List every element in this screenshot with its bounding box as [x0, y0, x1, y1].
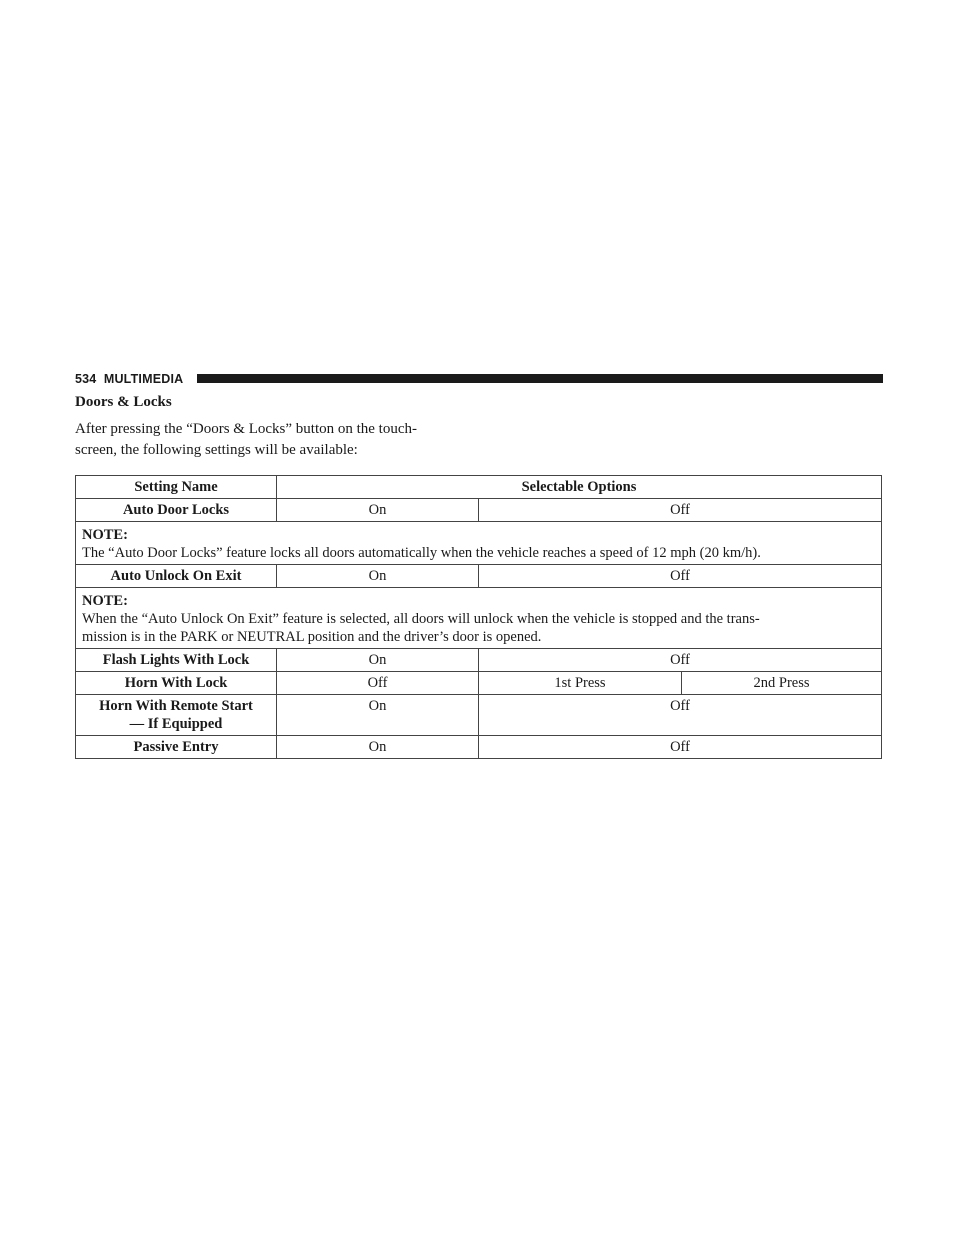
option-off: Off — [479, 736, 882, 759]
option-off: Off — [479, 695, 882, 736]
option-on: On — [277, 695, 479, 736]
table-row — [76, 672, 882, 695]
setting-name: Flash Lights With Lock — [76, 649, 277, 672]
section-title: Doors & Locks — [75, 394, 172, 410]
option-on: On — [277, 499, 479, 522]
note-row — [76, 588, 882, 649]
table-row — [76, 736, 882, 759]
table-row — [76, 649, 882, 672]
table-row — [76, 499, 882, 522]
option-1st-press: 1st Press — [479, 672, 682, 695]
option-off: Off — [479, 499, 882, 522]
note-text-line-2: mission is in the PARK or NEUTRAL position and the driver’s door is opened. — [82, 629, 542, 645]
setting-name-line-1: Horn With Remote Start — [99, 698, 253, 714]
option-off: Off — [479, 649, 882, 672]
table-row — [76, 565, 882, 588]
setting-name: Auto Unlock On Exit — [76, 565, 277, 588]
option-on: On — [277, 565, 479, 588]
setting-name-line-2: — If Equipped — [129, 716, 223, 732]
header-rule — [197, 374, 883, 383]
option-on: On — [277, 649, 479, 672]
table-header-row — [76, 476, 882, 499]
col-selectable-options: Selectable Options — [277, 476, 882, 499]
table-row — [76, 695, 882, 736]
option-off: Off — [479, 565, 882, 588]
option-on: On — [277, 736, 479, 759]
note-label: NOTE: — [82, 527, 128, 543]
col-setting-name: Setting Name — [76, 476, 277, 499]
note-cell — [76, 522, 882, 565]
setting-name: Auto Door Locks — [76, 499, 277, 522]
note-label: NOTE: — [82, 593, 128, 609]
section-name: MULTIMEDIA — [103, 372, 184, 386]
page-header-text — [75, 372, 183, 386]
setting-name: Horn With Lock — [76, 672, 277, 695]
setting-name: Passive Entry — [76, 736, 277, 759]
page-header — [75, 372, 883, 386]
intro-paragraph — [75, 419, 495, 460]
option-off: Off — [277, 672, 479, 695]
page-number: 534 — [75, 372, 97, 386]
note-row — [76, 522, 882, 565]
note-cell — [76, 588, 882, 649]
note-text-line-1: When the “Auto Unlock On Exit” feature is selected, all doors will unlock when the vehicle is stopped and the trans- — [82, 611, 760, 627]
note-text: The “Auto Door Locks” feature locks all doors automatically when the vehicle reaches a speed of 12 mph (20 km/h). — [82, 545, 761, 561]
option-2nd-press: 2nd Press — [682, 672, 882, 695]
intro-line-1: After pressing the “Doors & Locks” button on the touch- — [75, 421, 418, 437]
setting-name — [76, 695, 277, 736]
intro-line-2: screen, the following settings will be available: — [75, 441, 358, 458]
settings-table — [75, 475, 882, 759]
